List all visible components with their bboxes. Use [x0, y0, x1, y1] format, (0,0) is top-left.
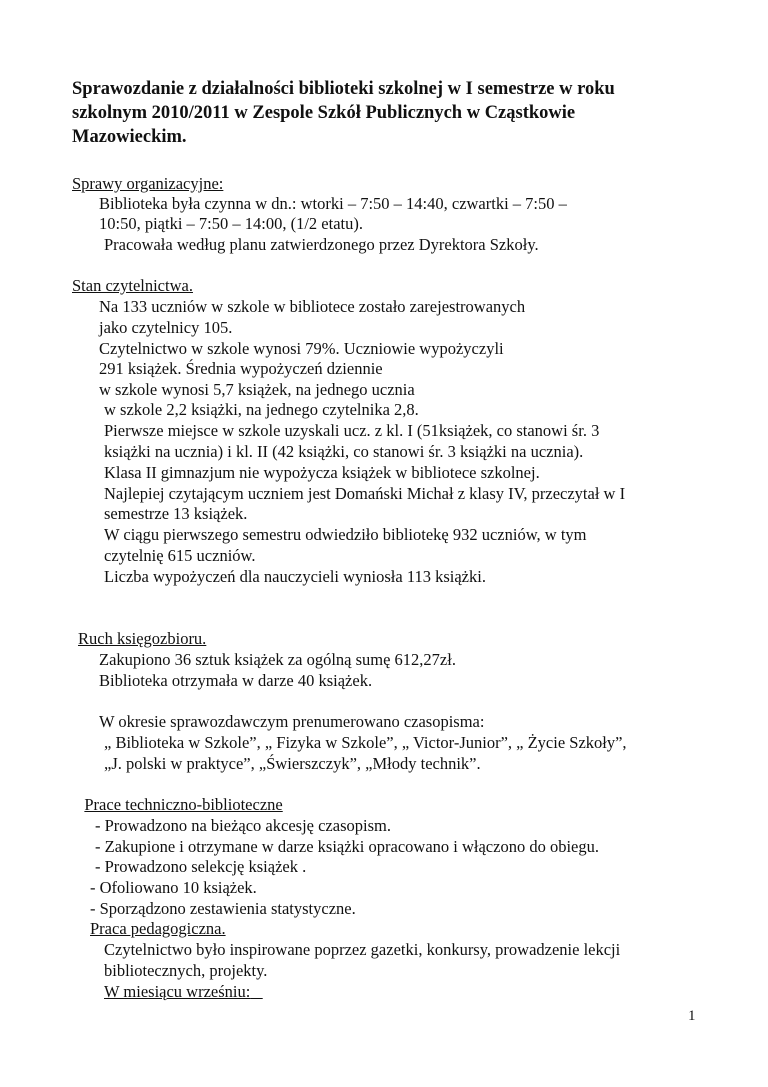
section-heading-collection: Ruch księgozbioru. — [78, 629, 207, 648]
text-line: Czytelnictwo było inspirowane poprzez gazetki, konkursy, prowadzenie lekcji — [104, 940, 621, 959]
text-line: jako czytelnicy 105. — [99, 318, 233, 337]
page-number: 1 — [688, 1008, 696, 1024]
text-line: bibliotecznych, projekty. — [104, 961, 268, 980]
text-line: książki na ucznia) i kl. II (42 książki, co stanowi śr. 3 książki na ucznia). — [104, 442, 584, 461]
text-line: Zakupiono 36 sztuk książek za ogólną sumę 612,27zł. — [99, 650, 456, 669]
text-line: Biblioteka była czynna w dn.: wtorki – 7:50 – 14:40, czwartki – 7:50 – — [99, 194, 567, 213]
text-line: Czytelnictwo w szkole wynosi 79%. Uczniowie wypożyczyli — [99, 339, 504, 358]
list-item: - Zakupione i otrzymane w darze książki opracowano i włączono do obiegu. — [95, 837, 599, 856]
subsection-heading — [104, 981, 263, 1002]
document-title-line-3: Mazowieckim. — [72, 127, 187, 147]
list-item: - Ofoliowano 10 książek. — [90, 878, 257, 897]
text-line: 291 książek. Średnia wypożyczeń dziennie — [99, 359, 383, 378]
text-line: czytelnię 615 uczniów. — [104, 546, 256, 565]
list-item: - Prowadzono na bieżąco akcesję czasopism. — [95, 816, 391, 835]
text-line: W okresie sprawozdawczym prenumerowano czasopisma: — [99, 712, 485, 731]
section-heading-organization: Sprawy organizacyjne: — [72, 174, 224, 193]
text-line: „J. polski w praktyce”, „Świerszczyk”, „Młody technik”. — [104, 754, 481, 773]
text-line: W ciągu pierwszego semestru odwiedziło bibliotekę 932 uczniów, w tym — [104, 525, 587, 544]
section-heading-technical — [72, 794, 283, 815]
list-item: - Sporządzono zestawienia statystyczne. — [90, 899, 356, 918]
text-line: Najlepiej czytającym uczniem jest Domański Michał z klasy IV, przeczytał w I — [104, 484, 626, 503]
text-line: Klasa II gimnazjum nie wypożycza książek w bibliotece szkolnej. — [104, 463, 540, 482]
text-line: w szkole 2,2 książki, na jednego czytelnika 2,8. — [104, 400, 419, 419]
text-line: Na 133 uczniów w szkole w bibliotece zostało zarejestrowanych — [99, 297, 526, 316]
text-line: Biblioteka otrzymała w darze 40 książek. — [99, 671, 373, 690]
text-line: Pracowała według planu zatwierdzonego przez Dyrektora Szkoły. — [104, 235, 539, 254]
document-title-line-2: szkolnym 2010/2011 w Zespole Szkół Publicznych w Cząstkowie — [72, 103, 576, 123]
text-line: 10:50, piątki – 7:50 – 14:00, (1/2 etatu). — [99, 214, 363, 233]
text-line: Liczba wypożyczeń dla nauczycieli wyniosła 113 książki. — [104, 567, 486, 586]
text-line: w szkole wynosi 5,7 książek, na jednego ucznia — [99, 380, 415, 399]
section-heading-reading: Stan czytelnictwa. — [72, 276, 193, 295]
subsection-heading-text: W miesiącu wrześniu: — [104, 982, 251, 1001]
section-heading-pedagogical: Praca pedagogiczna. — [90, 919, 226, 938]
section-heading-technical-text: Prace techniczno-biblioteczne — [84, 795, 283, 814]
text-line: Pierwsze miejsce w szkole uzyskali ucz. z kl. I (51książek, co stanowi śr. 3 — [104, 421, 600, 440]
list-item: - Prowadzono selekcję książek . — [95, 857, 307, 876]
text-line: semestrze 13 książek. — [104, 504, 248, 523]
document-title-line-1: Sprawozdanie z działalności biblioteki szkolnej w I semestrze w roku — [72, 79, 615, 99]
text-line: „ Biblioteka w Szkole”, „ Fizyka w Szkole”, „ Victor-Junior”, „ Życie Szkoły”, — [104, 733, 627, 752]
